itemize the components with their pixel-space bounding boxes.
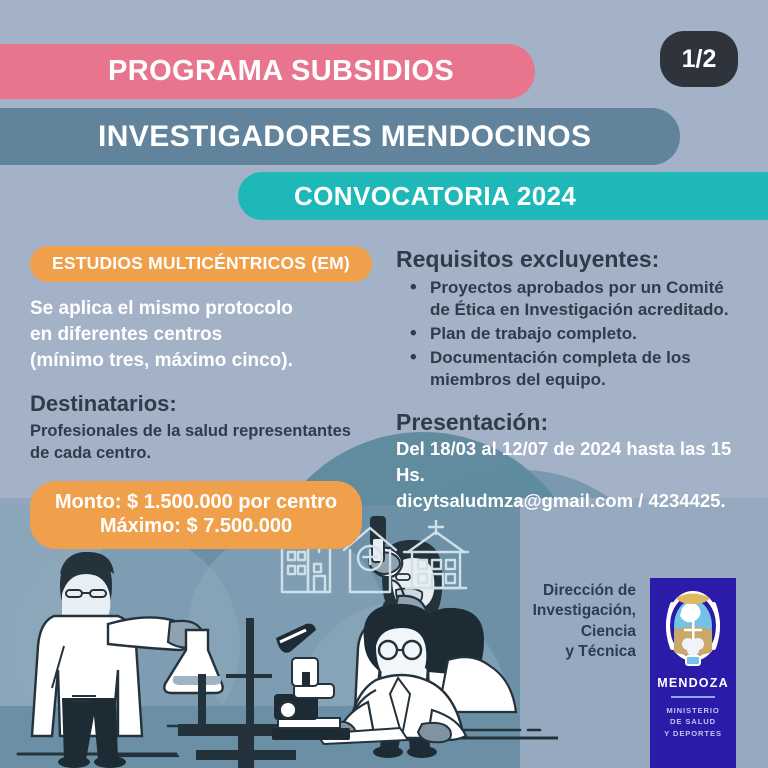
estudios-description-line1: Se aplica el mismo protocolo [30,298,293,319]
presentacion-dates: Del 18/03 al 12/07 de 2024 hasta las 15 Hs. [396,438,732,486]
monto-line2: Máximo: $ 7.500.000 [99,514,293,537]
ministry-label [664,705,722,739]
estudios-multicentricos-pill: ESTUDIOS MULTICÉNTRICOS (EM) [30,246,372,282]
list-item: • Documentación completa de los miembros del equipo. [396,347,744,391]
presentacion-contact: dicytsaludmza@gmail.com / 4234425. [396,490,726,512]
header-bar-investigadores [0,108,680,165]
department-line3: Ciencia [580,622,636,640]
mendoza-logo-banner [650,578,736,768]
ministry-line2: DE SALUD [669,717,716,727]
destinatarios-text [30,420,390,465]
page-indicator-badge [660,31,738,87]
ministry-line3: Y DEPORTES [664,728,722,738]
header-bar-convocatoria [238,172,768,220]
right-content-column [396,246,744,514]
mendoza-coat-of-arms-icon [662,586,724,674]
logo-divider [671,696,715,698]
ministry-logo-block [528,578,760,768]
microscope-scientist-illustration [272,598,562,768]
department-line4: y Técnica [565,643,636,661]
header-bar-programa [0,44,535,99]
estudios-description-line3: (mínimo tres, máximo cinco). [30,350,293,372]
estudios-description-line2: en diferentes centros [30,324,223,346]
page-indicator-text: 1/2 [681,44,717,73]
destinatarios-line1: Profesionales de la salud representantes [30,421,351,440]
header-title-programa: PROGRAMA SUBSIDIOS [108,55,455,87]
destinatarios-line2: de cada centro. [30,444,152,463]
department-line2: Investigación, [532,602,636,620]
ministry-line1: MINISTERIO [666,706,720,715]
header-title-investigadores: INVESTIGADORES MENDOCINOS [98,119,592,153]
requisitos-title: Requisitos excluyentes: [396,246,660,272]
monto-line1: Monto: $ 1.500.000 por centro [54,490,338,513]
department-name [528,581,636,663]
health-center-icon [404,520,468,588]
list-item: • Proyectos aprobados por un Comité de Ética en Investigación acreditado. [396,277,744,321]
destinatarios-title: Destinatarios: [30,390,177,416]
list-item: • Plan de trabajo completo. [396,323,744,345]
monto-box [30,481,362,550]
left-content-column [30,246,390,549]
requisitos-list [396,277,744,391]
department-line1: Dirección de [542,582,636,599]
header-title-convocatoria: CONVOCATORIA 2024 [294,180,577,211]
presentacion-title: Presentación: [396,409,549,436]
province-label: MENDOZA [657,676,729,690]
estudios-description [30,296,390,375]
microscope-icon [272,624,350,740]
